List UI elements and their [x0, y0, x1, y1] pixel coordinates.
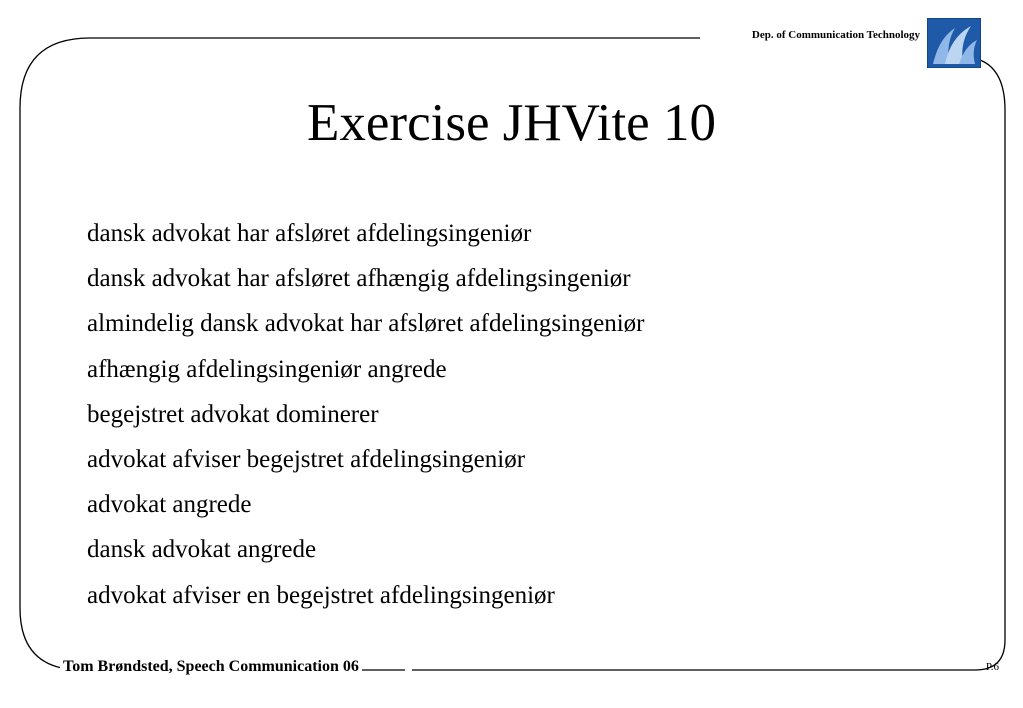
- sentence-item: advokat afviser begejstret afdelingsingeniør: [87, 446, 526, 474]
- sentence-item: advokat afviser en begejstret afdelingsingeniør: [87, 581, 555, 609]
- slide-title: Exercise JHVite 10: [307, 94, 716, 152]
- sentence-item: dansk advokat har afsløret afhængig afdelingsingeniør: [87, 265, 631, 293]
- department-label: Dep. of Communication Technology: [751, 29, 920, 41]
- page-number: P.6: [985, 661, 999, 673]
- sentence-item: dansk advokat har afsløret afdelingsingeniør: [87, 220, 532, 247]
- footer-author: Tom Brøndsted, Speech Communication 06: [60, 658, 362, 676]
- university-logo-icon: [927, 18, 981, 68]
- sentence-item: dansk advokat angrede: [87, 536, 317, 564]
- sentence-list: [87, 211, 644, 618]
- sentence-item: afhængig afdelingsingeniør angrede: [87, 355, 447, 383]
- sentence-item: begejstret advokat dominerer: [87, 400, 379, 428]
- sentence-item: advokat angrede: [87, 491, 252, 519]
- sentence-item: almindelig dansk advokat har afsløret afdelingsingeniør: [87, 310, 645, 338]
